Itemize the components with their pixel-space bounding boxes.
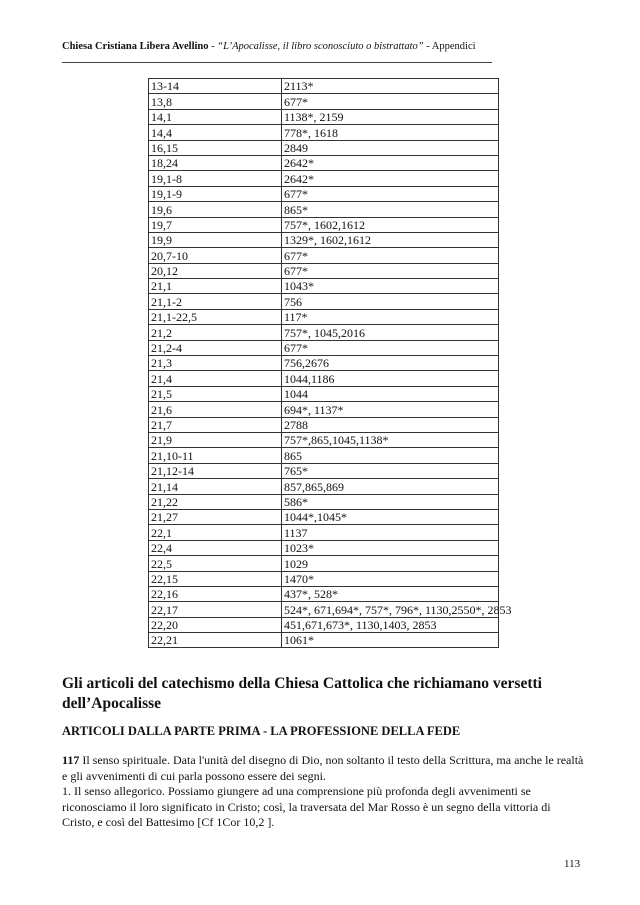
catechism-articles-cell: 756 — [282, 294, 499, 309]
catechism-articles-cell: 1138*, 2159 — [282, 109, 499, 124]
header-separator: - — [208, 41, 218, 52]
table-row — [149, 371, 499, 386]
verse-reference-cell: 22,20 — [149, 617, 282, 632]
catechism-articles-cell: 1029 — [282, 556, 499, 571]
verse-reference-cell: 16,15 — [149, 140, 282, 155]
running-header — [62, 41, 522, 52]
verse-reference-cell: 21,14 — [149, 479, 282, 494]
catechism-articles-cell: 2849 — [282, 140, 499, 155]
table-row — [149, 386, 499, 401]
table-row — [149, 432, 499, 447]
verse-reference-cell: 22,1 — [149, 525, 282, 540]
verse-reference-cell: 19,1-9 — [149, 186, 282, 201]
catechism-articles-cell: 1023* — [282, 540, 499, 555]
catechism-articles-cell: 1329*, 1602,1612 — [282, 232, 499, 247]
catechism-articles-cell: 757*,865,1045,1138* — [282, 432, 499, 447]
page-number: 113 — [564, 858, 581, 870]
catechism-articles-cell: 2788 — [282, 417, 499, 432]
verse-reference-cell: 22,17 — [149, 602, 282, 617]
catechism-articles-cell: 757*, 1602,1612 — [282, 217, 499, 232]
table-row — [149, 186, 499, 201]
table-row — [149, 602, 499, 617]
verse-reference-cell: 21,4 — [149, 371, 282, 386]
table-row — [149, 202, 499, 217]
verse-reference-cell: 21,1 — [149, 279, 282, 294]
verse-reference-cell: 18,24 — [149, 155, 282, 170]
verse-reference-cell: 19,7 — [149, 217, 282, 232]
catechism-articles-cell: 1470* — [282, 571, 499, 586]
verse-reference-cell: 19,1-8 — [149, 171, 282, 186]
article-number: 117 — [62, 753, 80, 767]
table-row — [149, 556, 499, 571]
verse-reference-table-body — [149, 79, 512, 648]
catechism-articles-cell: 865 — [282, 448, 499, 463]
verse-reference-cell: 22,4 — [149, 540, 282, 555]
article-intro-paragraph — [62, 753, 584, 784]
verse-reference-cell: 21,1-2 — [149, 294, 282, 309]
catechism-articles-cell: 857,865,869 — [282, 479, 499, 494]
catechism-articles-cell: 451,671,673*, 1130,1403, 2853 — [282, 617, 499, 632]
verse-reference-cell: 21,3 — [149, 356, 282, 371]
catechism-articles-cell: 756,2676 — [282, 356, 499, 371]
verse-reference-cell: 21,6 — [149, 402, 282, 417]
catechism-articles-cell: 677* — [282, 340, 499, 355]
subsection-title: ARTICOLI DALLA PARTE PRIMA - LA PROFESSIONE DELLA FEDE — [62, 724, 461, 738]
verse-reference-cell: 19,6 — [149, 202, 282, 217]
table-row — [149, 617, 499, 632]
verse-reference-cell: 21,27 — [149, 509, 282, 524]
header-book-title: “L’Apocalisse, il libro sconosciuto o bistrattato” — [217, 41, 424, 52]
table-row — [149, 479, 499, 494]
catechism-articles-cell: 2642* — [282, 171, 499, 186]
table-row — [149, 294, 499, 309]
header-rule — [62, 62, 492, 63]
table-row — [149, 155, 499, 170]
verse-reference-cell: 21,2-4 — [149, 340, 282, 355]
verse-reference-cell: 21,2 — [149, 325, 282, 340]
table-row — [149, 232, 499, 247]
table-row — [149, 171, 499, 186]
catechism-articles-cell: 677* — [282, 186, 499, 201]
verse-reference-cell: 20,7-10 — [149, 248, 282, 263]
table-row — [149, 325, 499, 340]
table-row — [149, 586, 499, 601]
table-row — [149, 448, 499, 463]
verse-reference-cell: 21,1-22,5 — [149, 309, 282, 324]
catechism-articles-cell: 2642* — [282, 155, 499, 170]
verse-reference-cell: 21,12-14 — [149, 463, 282, 478]
verse-reference-cell: 20,12 — [149, 263, 282, 278]
catechism-articles-cell: 2113* — [282, 79, 499, 94]
table-row — [149, 417, 499, 432]
catechism-articles-cell: 1137 — [282, 525, 499, 540]
catechism-articles-cell: 757*, 1045,2016 — [282, 325, 499, 340]
verse-reference-cell: 13-14 — [149, 79, 282, 94]
table-row — [149, 109, 499, 124]
table-row — [149, 79, 499, 94]
verse-reference-cell: 22,21 — [149, 633, 282, 648]
verse-reference-cell: 22,5 — [149, 556, 282, 571]
catechism-articles-cell: 586* — [282, 494, 499, 509]
catechism-articles-cell: 677* — [282, 263, 499, 278]
verse-reference-cell: 21,5 — [149, 386, 282, 401]
header-separator-2: - — [423, 41, 432, 52]
article-point-1: 1. Il senso allegorico. Possiamo giungere ad una comprensione più profonda degli avvenimenti se riconosciamo il loro significato in Cristo; così, la traversata del Mar Rosso è un segno della vittoria di Cristo, e così del Battesimo [Cf 1Cor 10,2 ]. — [62, 784, 551, 829]
verse-reference-cell: 13,8 — [149, 94, 282, 109]
catechism-articles-cell: 1044,1186 — [282, 371, 499, 386]
header-org: Chiesa Cristiana Libera Avellino — [62, 41, 209, 52]
table-row — [149, 279, 499, 294]
verse-reference-cell: 22,16 — [149, 586, 282, 601]
header-section: Appendici — [431, 41, 476, 52]
table-row — [149, 509, 499, 524]
verse-reference-cell: 21,9 — [149, 432, 282, 447]
catechism-articles-cell: 677* — [282, 94, 499, 109]
table-row — [149, 263, 499, 278]
table-row — [149, 217, 499, 232]
catechism-articles-cell: 778*, 1618 — [282, 125, 499, 140]
verse-reference-cell: 22,15 — [149, 571, 282, 586]
catechism-articles-cell: 117* — [282, 309, 499, 324]
table-row — [149, 309, 499, 324]
catechism-articles-cell: 1043* — [282, 279, 499, 294]
article-intro: Il senso spirituale. Data l'unità del disegno di Dio, non soltanto il testo della Scrittura, ma anche le realtà e gli avvenimenti di cui parla possono essere dei segni. — [62, 753, 584, 783]
table-row — [149, 494, 499, 509]
catechism-articles-cell: 765* — [282, 463, 499, 478]
catechism-articles-cell: 1044 — [282, 386, 499, 401]
article-text — [62, 753, 584, 831]
table-row — [149, 525, 499, 540]
catechism-articles-cell: 1061* — [282, 633, 499, 648]
table-row — [149, 402, 499, 417]
catechism-articles-cell: 677* — [282, 248, 499, 263]
table-row — [149, 94, 499, 109]
table-row — [149, 356, 499, 371]
verse-reference-cell: 19,9 — [149, 232, 282, 247]
table-row — [149, 571, 499, 586]
verse-reference-cell: 14,1 — [149, 109, 282, 124]
catechism-articles-cell: 865* — [282, 202, 499, 217]
verse-reference-table — [148, 78, 512, 648]
verse-reference-cell: 21,10-11 — [149, 448, 282, 463]
table-row — [149, 248, 499, 263]
catechism-articles-cell: 437*, 528* — [282, 586, 499, 601]
catechism-articles-cell: 1044*,1045* — [282, 509, 499, 524]
catechism-articles-cell: 524*, 671,694*, 757*, 796*, 1130,2550*, 2853 — [282, 602, 499, 617]
table-row — [149, 140, 499, 155]
table-row — [149, 463, 499, 478]
catechism-articles-cell: 694*, 1137* — [282, 402, 499, 417]
table-row — [149, 540, 499, 555]
verse-reference-cell: 21,22 — [149, 494, 282, 509]
table-row — [149, 340, 499, 355]
verse-reference-cell: 14,4 — [149, 125, 282, 140]
table-row — [149, 633, 499, 648]
verse-reference-cell: 21,7 — [149, 417, 282, 432]
section-title: Gli articoli del catechismo della Chiesa Cattolica che richiamano versetti dell’Apocalisse — [62, 675, 542, 712]
table-row — [149, 125, 499, 140]
